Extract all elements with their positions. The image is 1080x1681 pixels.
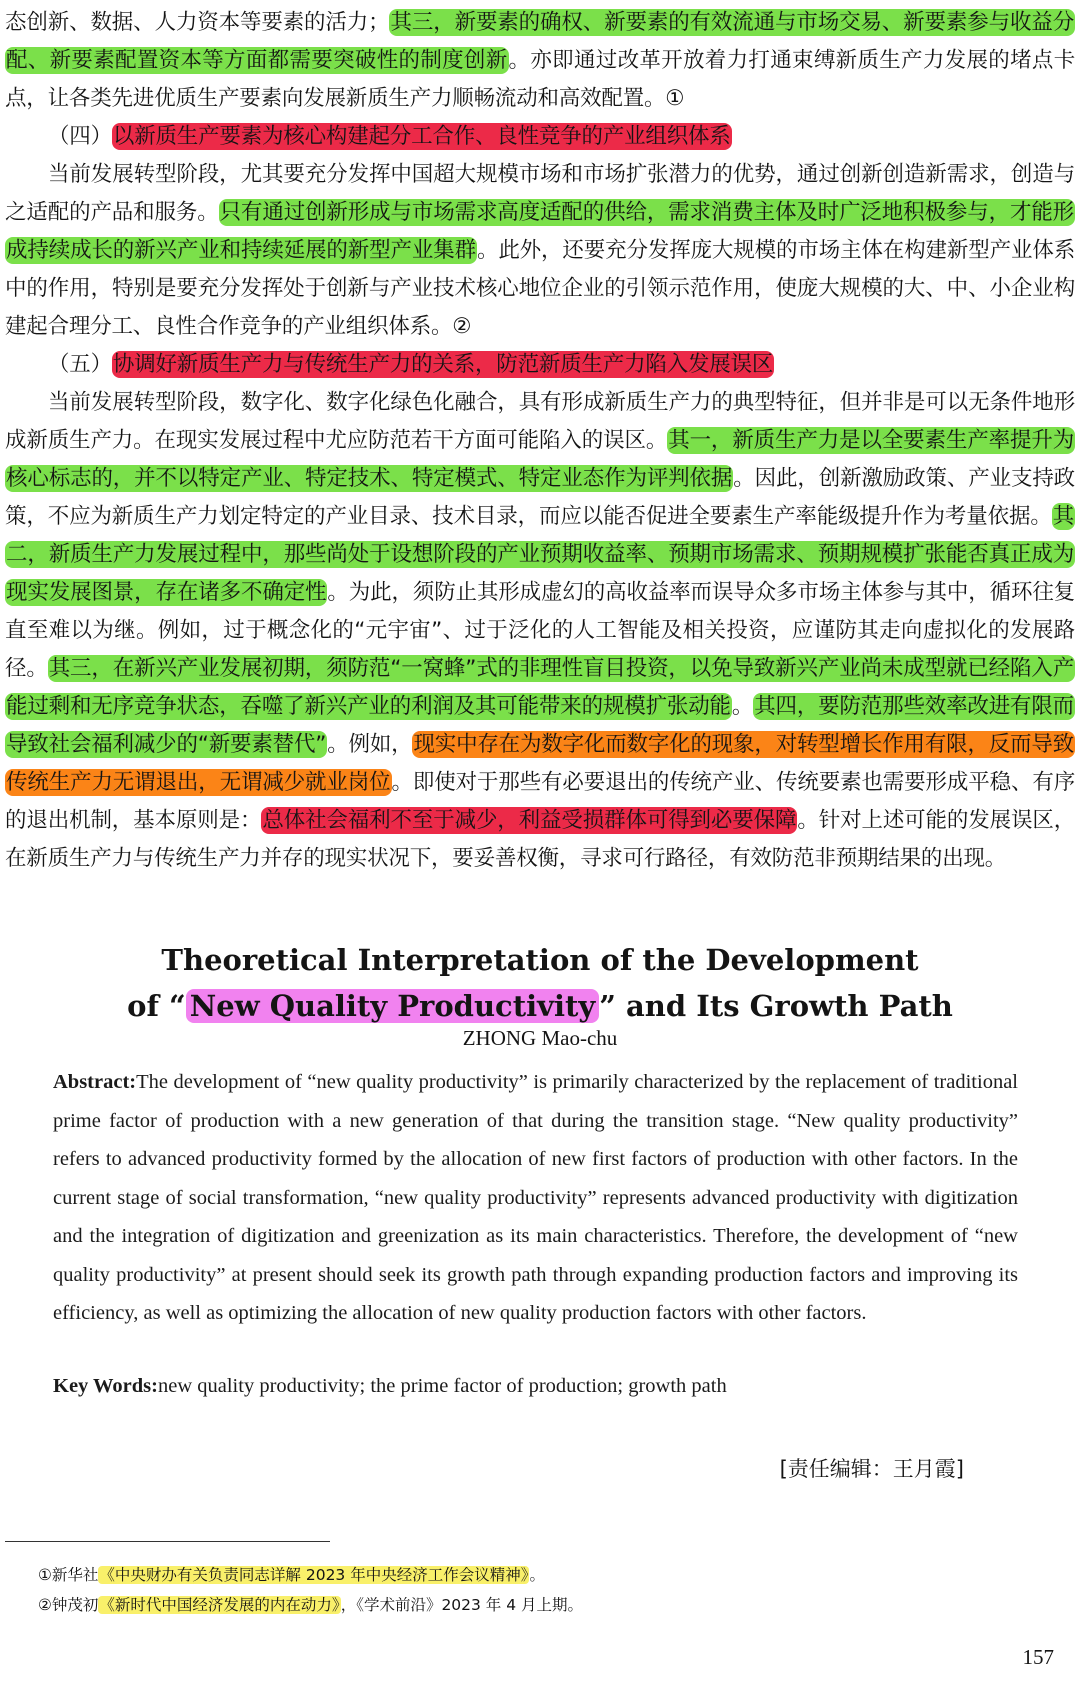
english-title xyxy=(0,937,1080,1029)
footnotes xyxy=(38,1560,1038,1620)
highlight-pink: New Quality Productivity xyxy=(186,989,600,1023)
abstract-text: The development of “new quality productivity” is primarily characterized by the replacement of traditional prime factor of production with a new generation of that during the transition stage. “New quality productivity” refers to advanced productivity formed by the allocation of new first factors of production with other factors. In the current stage of social transformation, “new quality productivity” represents advanced productivity with digitization and the integration of digitization and greenization as its main characteristics. Therefore, the development of “new quality productivity” at present should seek its growth path through expanding production factors and improving its efficiency, as well as optimizing the allocation of new quality production factors with other factors. xyxy=(53,1071,1018,1324)
highlight-green: 只有通过创新形成与市场需求高度适配的供给，需求消费主体及时广泛地积极参与，才能形成持续成长的新兴产业和持续延展的新型产业集群 xyxy=(6,200,1074,263)
section-heading-5: （五）协调好新质生产力与传统生产力的关系，防范新质生产力陷入发展误区 xyxy=(48,352,774,377)
keywords-text: new quality productivity; the prime factor of production; growth path xyxy=(157,1375,727,1397)
title-line-2: of “ New Quality Productivity ” and Its Growth Path xyxy=(127,989,953,1023)
keywords: Key Words:new quality productivity; the prime factor of production; growth path xyxy=(53,1375,727,1397)
author-name: ZHONG Mao-chu xyxy=(462,1026,618,1050)
highlight-red: 总体社会福利不至于减少，利益受损群体可得到必要保障 xyxy=(262,808,797,833)
highlight-green: 其二，新质生产力发展过程中，那些尚处于设想阶段的产业预期收益率、预期市场需求、预期规模扩张能否真正成为现实发展图景，存在诸多不确定性 xyxy=(6,504,1074,605)
paragraph-3: 当前发展转型阶段，数字化、数字化绿色化融合，具有形成新质生产力的典型特征，但并非是可以无条件地形成新质生产力。在现实发展过程中尤应防范若干方面可能陷入的误区。其一，新质生产力是以全要素生产率提升为核心标志的，并不以特定产业、特定技术、特定模式、特定业态作为评判依据。因此，创新激励政策、产业支持政策，不应为新质生产力划定特定的产业目录、技术目录，而应以能否促进全要素生产率能级提升作为考量依据。其二，新质生产力发展过程中，那些尚处于设想阶段的产业预期收益率、预期市场需求、预期规模扩张能否真正成为现实发展图景，存在诸多不确定性。为此，须防止其形成虚幻的高收益率而误导众多市场主体参与其中，循环往复直至难以为继。例如，过于概念化的“元宇宙”、过于泛化的人工智能及相关投资，应谨防其走向虚拟化的发展路径。其三，在新兴产业发展初期，须防范“一窝蜂”式的非理性盲目投资，以免导致新兴产业尚未成型就已经陷入产能过剩和无序竞争状态，吞噬了新兴产业的利润及其可能带来的规模扩张动能。其四，要防范那些效率改进有限而导致社会福利减少的“新要素替代”。例如，现实中存在为数字化而数字化的现象，对转型增长作用有限，反而导致传统生产力无谓退出，无谓减少就业岗位。即使对于那些有必要退出的传统产业、传统要素也需要形成平稳、有序的退出机制，基本原则是：总体社会福利不至于减少，利益受损群体可得到必要保障。针对上述可能的发展误区，在新质生产力与传统生产力并存的现实状况下，要妥善权衡，寻求可行路径，有效防范非预期结果的出现。 xyxy=(5,390,1076,871)
chinese-body-text xyxy=(5,4,1075,878)
footnote-1: ①新华社《中央财办有关负责同志详解 2023 年中央经济工作会议精神》。 xyxy=(38,1566,545,1584)
highlight-red: 协调好新质生产力与传统生产力的关系，防范新质生产力陷入发展误区 xyxy=(112,352,774,377)
responsible-editor: [责任编辑：王月霞] xyxy=(779,1457,964,1481)
highlight-orange: 现实中存在为数字化而数字化的现象，对转型增长作用有限，反而导致传统生产力无谓退出，无谓减少就业岗位 xyxy=(6,732,1074,795)
title-line-1: Theoretical Interpretation of the Development xyxy=(161,943,919,977)
abstract-label: Abstract xyxy=(53,1071,130,1093)
highlight-yellow: 《新时代中国经济发展的内在动力》 xyxy=(99,1596,340,1614)
footnote-2: ②钟茂初《新时代中国经济发展的内在动力》，《学术前沿》2023 年 4 月上期。 xyxy=(38,1596,584,1614)
highlight-green: 其一，新质生产力是以全要素生产率提升为核心标志的，并不以特定产业、特定技术、特定模式、特定业态作为评判依据 xyxy=(6,428,1075,491)
paragraph-1: 态创新、数据、人力资本等要素的活力；其三，新要素的确权、新要素的有效流通与市场交易、新要素参与收益分配、新要素配置资本等方面都需要突破性的制度创新。亦即通过改革开放着力打通束缚新质生产力发展的堵点卡点，让各类先进优质生产要素向发展新质生产力顺畅流动和高效配置。① xyxy=(5,10,1075,111)
highlight-green: 其三，在新兴产业发展初期，须防范“一窝蜂”式的非理性盲目投资，以免导致新兴产业尚未成型就已经陷入产能过剩和无序竞争状态，吞噬了新兴产业的利润及其可能带来的规模扩张动能 xyxy=(6,656,1074,719)
page-number: 157 xyxy=(1022,1645,1054,1669)
highlight-green: 其四，要防范那些效率改进有限而导致社会福利减少的“新要素替代” xyxy=(6,694,1074,757)
highlight-green: 其三，新要素的确权、新要素的有效流通与市场交易、新要素参与收益分配、新要素配置资本等方面都需要突破性的制度创新 xyxy=(6,10,1074,73)
paragraph-2: 当前发展转型阶段，尤其要充分发挥中国超大规模市场和市场扩张潜力的优势，通过创新创造新需求，创造与之适配的产品和服务。只有通过创新形成与市场需求高度适配的供给，需求消费主体及时广泛地积极参与，才能形成持续成长的新兴产业和持续延展的新型产业集群。此外，还要充分发挥庞大规模的市场主体在构建新型产业体系中的作用，特别是要充分发挥处于创新与产业技术核心地位企业的引领示范作用，使庞大规模的大、中、小企业构建起合理分工、良性合作竞争的产业组织体系。② xyxy=(5,162,1076,339)
footnote-divider xyxy=(5,1541,330,1542)
keywords-label: Key Words xyxy=(53,1375,152,1397)
abstract: Abstract:The development of “new quality productivity” is primarily characterized by the replacement of traditional prime factor of production with a new generation of that during the transition stage. “New quality productivity” refers to advanced productivity formed by the allocation of new first factors of production with other factors. In the current stage of social transformation, “new quality productivity” represents advanced productivity with digitization and the integration of digitization and greenization as its main characteristics. Therefore, the development of “new quality productivity” at present should seek its growth path through expanding production factors and improving its efficiency, as well as optimizing the allocation of new quality production factors with other factors. xyxy=(53,1071,1018,1324)
highlight-yellow: 《中央财办有关负责同志详解 2023 年中央经济工作会议精神》 xyxy=(99,1566,529,1584)
highlight-red: 以新质生产要素为核心构建起分工合作、良性竞争的产业组织体系 xyxy=(112,124,731,149)
section-heading-4: （四）以新质生产要素为核心构建起分工合作、良性竞争的产业组织体系 xyxy=(48,124,731,149)
